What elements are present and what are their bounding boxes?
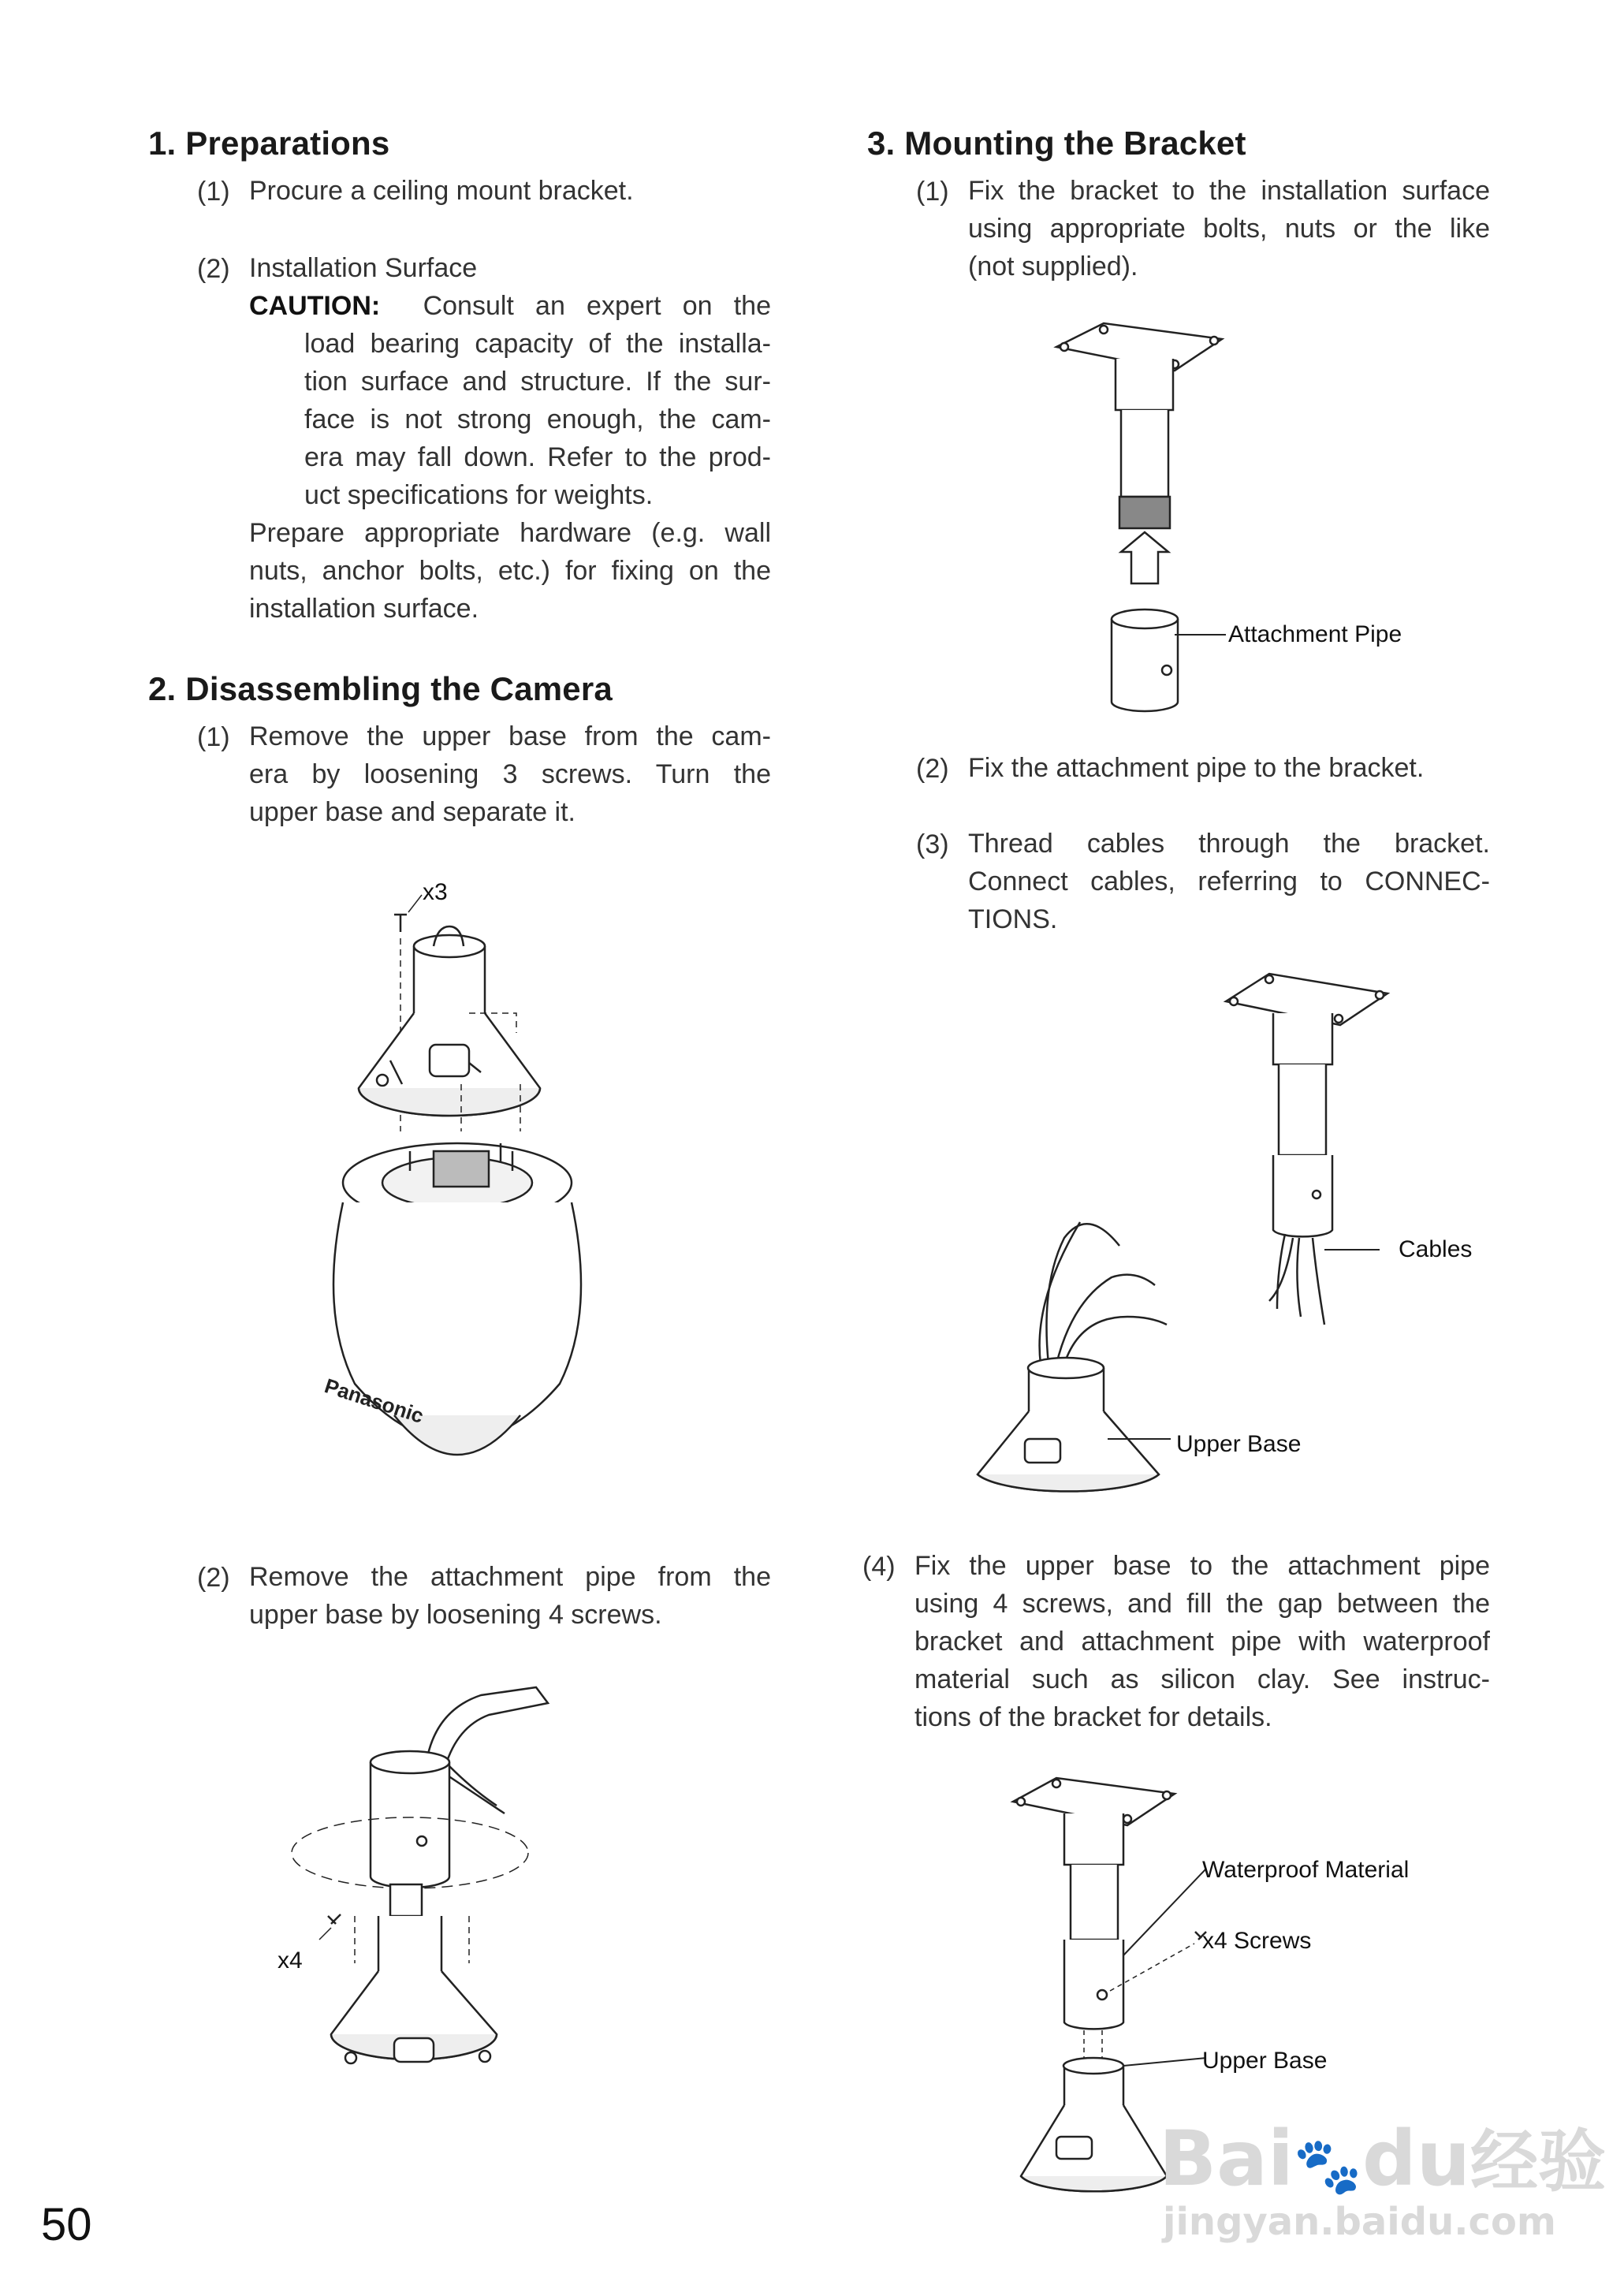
item-number: (4) [862,1552,896,1582]
section-1-heading: 1. Preparations [148,125,390,162]
body-line: TIONS. [968,904,1058,934]
screw-count-label: x4 [277,1948,303,1974]
body-line: era by loosening 3 screws. Turn the [249,759,771,789]
upper-base-label: Upper Base [1176,1431,1302,1457]
body-line: material such as silicon clay. See instruc- [914,1664,1490,1694]
body-line: Fix the upper base to the attachment pipe [914,1551,1490,1581]
body-line: (not supplied). [968,252,1138,281]
body-line: using 4 screws, and fill the gap between the [914,1589,1490,1619]
body-line: nuts, anchor bolts, etc.) for fixing on the [249,556,771,586]
item-number: (2) [916,754,949,784]
body-line: Remove the attachment pipe from the [249,1562,771,1592]
bracket-attachment-pipe-illustration [1056,323,1324,718]
waterproof-material-label: Waterproof Material [1202,1857,1410,1883]
body-line: bracket and attachment pipe with waterproof [914,1627,1490,1657]
cables-bracket-illustration [954,970,1411,1506]
body-line: Remove the upper base from the cam- [249,721,771,751]
body-line: upper base by loosening 4 screws. [249,1600,662,1630]
body-line: Prepare appropriate hardware (e.g. wall [249,518,771,548]
item-number: (1) [916,177,949,207]
screws-label: x4 Screws [1202,1928,1312,1954]
attachment-pipe-label: Attachment Pipe [1228,621,1402,647]
item-number: (3) [916,829,949,859]
body-line: Connect cables, referring to CONNEC- [968,867,1490,896]
body-line: Fix the bracket to the installation surface [968,176,1490,206]
item-number: (1) [197,177,230,207]
caution-label: CAUTION: [249,291,381,321]
page-number: 50 [41,2199,92,2250]
caution-line: era may fall down. Refer to the prod- [304,442,771,472]
section-3-heading: 3. Mounting the Bracket [867,125,1246,162]
item-text: Installation Surface [249,253,478,283]
watermark-url: jingyan.baidu.com [1163,2200,1556,2244]
body-line: Thread cables through the bracket. [968,829,1490,859]
caution-line: face is not strong enough, the cam- [304,404,771,434]
item-text: Procure a ceiling mount bracket. [249,176,634,206]
caution-line: tion surface and structure. If the sur- [304,367,771,397]
brand-logo: Panasonic [322,1374,427,1428]
body-line: tions of the bracket for details. [914,1702,1272,1732]
item-number: (1) [197,722,230,752]
caution-line: load bearing capacity of the installa- [304,329,771,359]
body-line: using appropriate bolts, nuts or the like [968,214,1490,244]
camera-disassembly-illustration [300,871,615,1502]
body-line: upper base and separate it. [249,797,575,827]
caution-line: CAUTION: Consult an expert on the [249,291,771,321]
screw-count-label: x3 [423,879,448,905]
item-number: (2) [197,1563,230,1593]
body-line: installation surface. [249,594,479,624]
caution-line: uct specifications for weights. [304,480,654,510]
body-line: Fix the attachment pipe to the bracket. [968,753,1425,783]
upper-base-label: Upper Base [1202,2048,1328,2074]
attachment-pipe-removal-illustration [276,1679,607,2137]
watermark-logo: Bai🐾du经验 [1159,2115,1607,2203]
section-2-heading: 2. Disassembling the Camera [148,670,613,707]
item-number: (2) [197,254,230,284]
cables-label: Cables [1399,1236,1473,1262]
